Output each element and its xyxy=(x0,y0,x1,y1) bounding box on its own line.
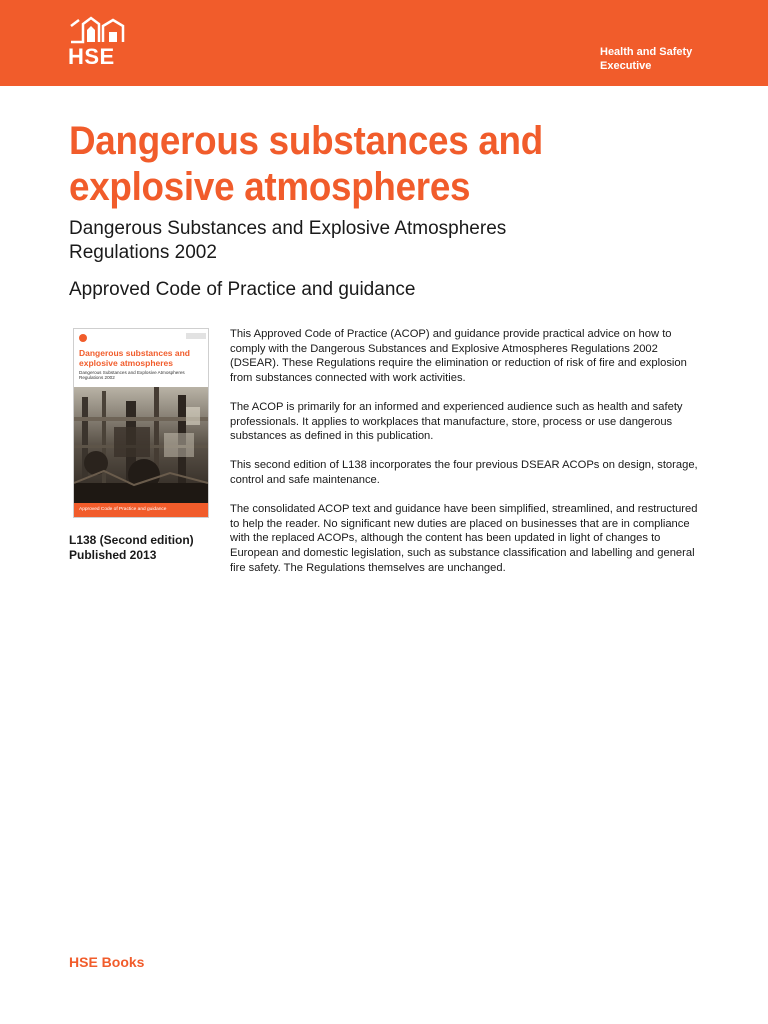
description-paragraph: This second edition of L138 incorporates the four previous DSEAR ACOPs on design, storage, control and safe maintenance. xyxy=(230,459,698,486)
description-text xyxy=(230,327,708,590)
cover-title-line2: explosive atmospheres xyxy=(79,357,174,368)
cover-footer-band: Approved Code of Practice and guidance xyxy=(74,503,208,517)
cover-thumbnail xyxy=(73,328,209,518)
hse-logo-text: HSE xyxy=(68,44,115,69)
regulations-subtitle-line2: Regulations 2002 xyxy=(69,242,217,263)
organisation-name xyxy=(600,45,750,73)
organisation-name-line1: Health and Safety xyxy=(600,46,693,58)
header-band xyxy=(0,0,768,86)
regulations-subtitle xyxy=(69,217,669,265)
cover-title-line1: Dangerous substances and xyxy=(79,348,191,358)
acop-subtitle: Approved Code of Practice and guidance xyxy=(69,279,416,300)
regulations-subtitle-line1: Dangerous Substances and Explosive Atmospheres xyxy=(69,218,507,239)
edition-info xyxy=(69,533,219,563)
hse-logo-mark-icon xyxy=(69,16,125,44)
document-title-line1: Dangerous substances and xyxy=(69,119,543,163)
document-title xyxy=(69,118,658,210)
description-paragraph: This Approved Code of Practice (ACOP) and guidance provide practical advice on how to comply with the Dangerous Substances and Explosive Atmospheres Regulations 2002 (DSEAR). These Regulations require the elimination or reduction of risk of fire and explosion from substances connected with work activities. xyxy=(230,328,687,384)
cover-subtitle xyxy=(79,370,207,381)
cover-subtitle-line2: Regulations 2002 xyxy=(79,375,115,381)
publisher-name: HSE Books xyxy=(69,954,145,970)
organisation-name-line2: Executive xyxy=(600,60,652,72)
hse-logo xyxy=(68,16,126,70)
description-paragraph: The consolidated ACOP text and guidance have been simplified, streamlined, and restructured to help the reader. No significant new duties are placed on businesses that are in compliance with the replaced ACOPs, although the content has been updated in light of changes to European and domestic legislation, such as substance classification and labelling and general fire safety. The Regulations themselves are unchanged. xyxy=(230,503,698,574)
cover-title xyxy=(79,349,207,368)
document-title-line2: explosive atmospheres xyxy=(69,165,471,209)
cover-logo-icon xyxy=(79,334,87,342)
cover-industrial-photo xyxy=(74,387,208,503)
publication-date: Published 2013 xyxy=(69,548,157,562)
cover-hse-label xyxy=(186,333,206,339)
description-paragraph: The ACOP is primarily for an informed and experienced audience such as health and safety professionals. It applies to workplaces that manufacture, store, process or use dangerous substances as defined in this publication. xyxy=(230,400,683,443)
cover-subtitle-line1: Dangerous Substances and Explosive Atmospheres xyxy=(79,370,185,375)
edition-number: L138 (Second edition) xyxy=(69,533,194,547)
